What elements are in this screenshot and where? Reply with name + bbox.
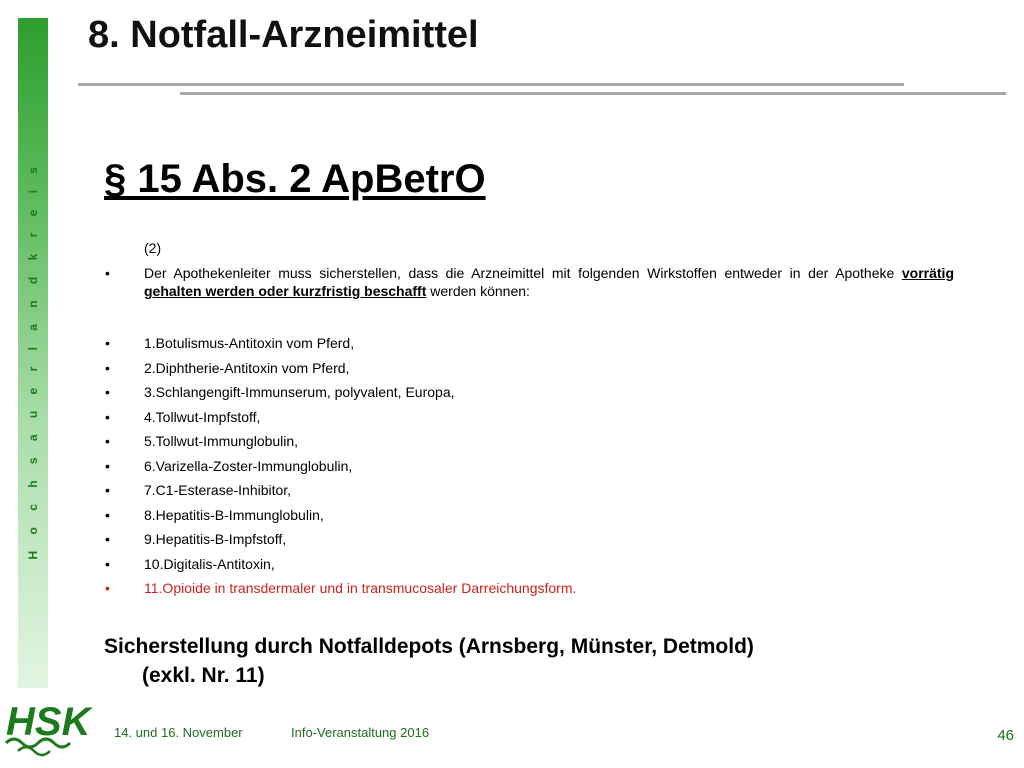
hsk-logo bbox=[4, 695, 91, 753]
note-line-1: Sicherstellung durch Notfalldepots (Arnsberg, Münster, Detmold) bbox=[104, 635, 754, 658]
list-item bbox=[105, 555, 576, 580]
list-item bbox=[105, 408, 576, 433]
list-item bbox=[105, 359, 576, 384]
footer-date: 14. und 16. November bbox=[114, 725, 243, 740]
list-item-text: 9.Hepatitis-B-Impfstoff, bbox=[144, 531, 287, 547]
list-item-text: 5.Tollwut-Immunglobulin, bbox=[144, 433, 299, 449]
bullet-dot: • bbox=[105, 457, 110, 474]
slide-title: 8. Notfall-Arzneimittel bbox=[88, 14, 479, 56]
list-item-text: 4.Tollwut-Impfstoff, bbox=[144, 408, 261, 425]
bullet-dot: • bbox=[105, 580, 110, 596]
bullet-dot: • bbox=[105, 555, 110, 572]
intro-text-end: werden können: bbox=[426, 283, 530, 299]
list-item-text: 10.Digitalis-Antitoxin, bbox=[144, 555, 275, 572]
list-item bbox=[105, 334, 576, 359]
note-line-2: (exkl. Nr. 11) bbox=[142, 664, 265, 687]
bullet-dot: • bbox=[105, 506, 110, 523]
footer-event: Info-Veranstaltung 2016 bbox=[291, 725, 430, 740]
paragraph-number: (2) bbox=[144, 240, 162, 256]
bullet-dot: • bbox=[105, 433, 110, 449]
bullet-dot: • bbox=[105, 335, 110, 351]
title-divider-bottom bbox=[180, 92, 1006, 95]
logo-text: HSK bbox=[6, 700, 91, 744]
title-divider-top bbox=[78, 83, 904, 86]
list-item-text: 3.Schlangengift-Immunserum, polyvalent, Europa, bbox=[144, 384, 455, 400]
list-item-text: 1.Botulismus-Antitoxin vom Pferd, bbox=[144, 335, 355, 351]
list-item-text: 6.Varizella-Zoster-Immunglobulin, bbox=[144, 457, 353, 474]
slide-subtitle: § 15 Abs. 2 ApBetrO bbox=[104, 157, 486, 201]
list-item bbox=[105, 457, 576, 482]
bullet-dot: • bbox=[105, 408, 110, 425]
list-item bbox=[105, 432, 576, 457]
logo-wave-icon bbox=[18, 747, 50, 755]
page-number: 46 bbox=[997, 727, 1014, 744]
bullet-dot: • bbox=[105, 384, 110, 400]
list-item-text: 11.Opioide in transdermaler und in transmucosaler Darreichungsform. bbox=[144, 580, 577, 596]
list-item-highlighted bbox=[105, 579, 577, 604]
list-item-text: 7.C1-Esterase-Inhibitor, bbox=[144, 482, 292, 498]
intro-text: Der Apothekenleiter muss sicherstellen, dass die Arzneimittel mit folgenden Wirkstoffen entweder in der Apotheke bbox=[144, 265, 902, 281]
sidebar-label: H o c h s a u e r l a n d k r e i s bbox=[26, 160, 40, 560]
bullet-dot: • bbox=[105, 265, 110, 281]
bullet-dot: • bbox=[105, 531, 110, 547]
intro-emphasis: vorrätig gehalten werden oder kurzfristig beschafft bbox=[144, 265, 954, 299]
list-item-text: 8.Hepatitis-B-Immunglobulin, bbox=[144, 506, 324, 523]
list-item bbox=[105, 481, 576, 506]
bullet-dot: • bbox=[105, 482, 110, 498]
notfalldepot-note bbox=[104, 632, 924, 690]
intro-bullet bbox=[105, 264, 954, 300]
list-item bbox=[105, 530, 576, 555]
list-item bbox=[105, 383, 576, 408]
list-item-text: 2.Diphtherie-Antitoxin vom Pferd, bbox=[144, 359, 350, 376]
drug-list bbox=[105, 334, 577, 604]
bullet-dot: • bbox=[105, 359, 110, 376]
list-item bbox=[105, 506, 576, 531]
